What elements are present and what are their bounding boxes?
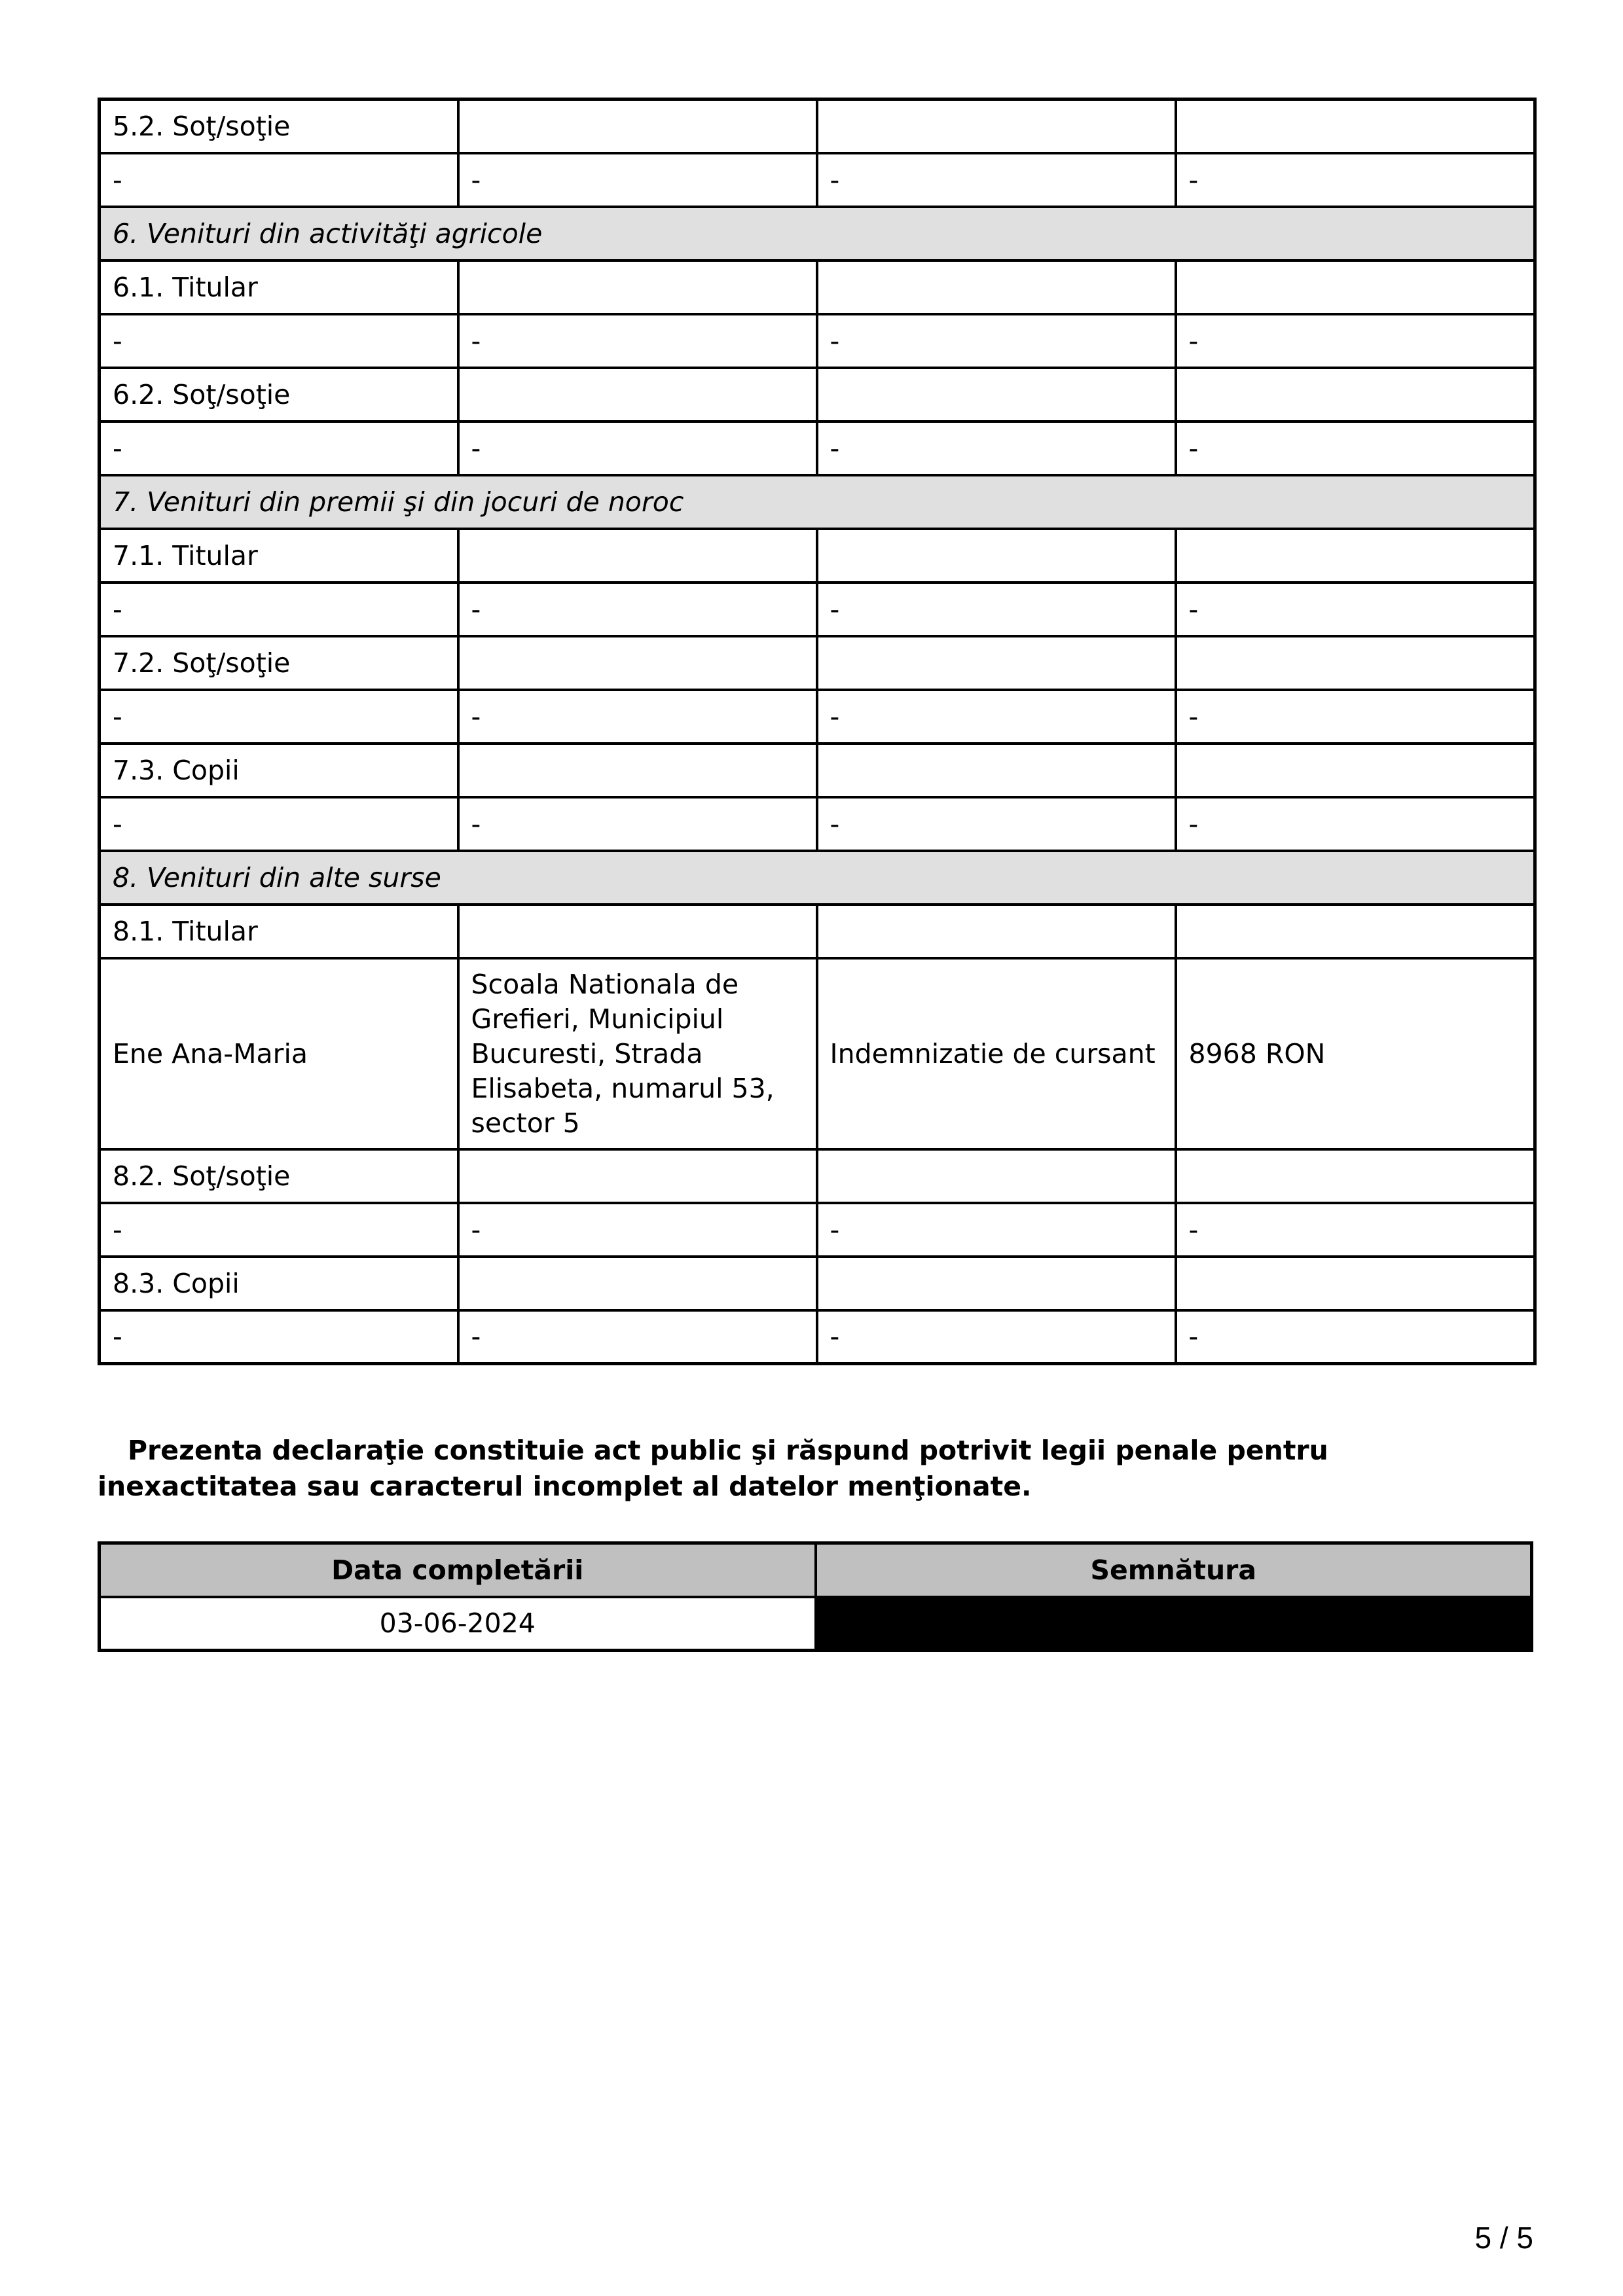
table-cell: - (100, 314, 458, 368)
table-cell (1176, 636, 1535, 690)
table-row (100, 153, 1535, 207)
table-cell: - (1176, 1203, 1535, 1257)
table-cell: - (100, 422, 458, 475)
section-title: 7. Venituri din premii şi din jocuri de noroc (100, 475, 1535, 529)
signature-table (98, 1541, 1533, 1652)
table-cell (817, 636, 1176, 690)
signature-redacted (816, 1597, 1532, 1651)
table-cell: - (458, 797, 817, 851)
table-row (100, 797, 1535, 851)
table-cell: - (1176, 153, 1535, 207)
table-cell: - (817, 690, 1176, 744)
table-row (100, 260, 1535, 314)
table-row (100, 1149, 1535, 1203)
table-cell: - (817, 583, 1176, 636)
table-cell: - (817, 422, 1176, 475)
table-cell: - (817, 153, 1176, 207)
table-cell: - (1176, 797, 1535, 851)
table-cell (458, 99, 817, 153)
date-header: Data completării (100, 1543, 816, 1597)
table-row (100, 690, 1535, 744)
table-row (100, 422, 1535, 475)
table-cell (458, 905, 817, 958)
section-title: 6. Venituri din activităţi agricole (100, 207, 1535, 260)
legal-statement: Prezenta declaraţie constituie act public şi răspund potrivit legii penale pentru inexactitatea sau caracterul incomplet al datelor menţionate. (98, 1435, 1328, 1502)
table-cell: 6.2. Soţ/soţie (100, 368, 458, 422)
table-cell (817, 1149, 1176, 1203)
table-cell: 8.1. Titular (100, 905, 458, 958)
table-cell: - (817, 797, 1176, 851)
table-cell (458, 744, 817, 797)
income-table (98, 98, 1537, 1365)
section-header-row (100, 851, 1535, 905)
income-table-body (100, 99, 1535, 1364)
page-number: 5 / 5 (1474, 2221, 1533, 2255)
table-row (100, 744, 1535, 797)
table-cell: Ene Ana-Maria (100, 958, 458, 1149)
table-cell: - (100, 797, 458, 851)
table-cell (817, 260, 1176, 314)
table-cell: - (458, 1203, 817, 1257)
table-cell (1176, 99, 1535, 153)
table-cell (817, 1257, 1176, 1310)
table-cell (1176, 1257, 1535, 1310)
table-cell (1176, 529, 1535, 583)
table-cell (1176, 260, 1535, 314)
table-cell: - (100, 1203, 458, 1257)
table-cell (817, 744, 1176, 797)
table-row (100, 636, 1535, 690)
table-cell: - (1176, 690, 1535, 744)
table-cell: 6.1. Titular (100, 260, 458, 314)
table-cell (1176, 368, 1535, 422)
table-cell: Scoala Nationala de Grefieri, Municipiul Bucuresti, Strada Elisabeta, numarul 53, sector 5 (458, 958, 817, 1149)
table-row (100, 1257, 1535, 1310)
table-cell: - (458, 1310, 817, 1364)
table-cell (458, 529, 817, 583)
table-cell: - (817, 1310, 1176, 1364)
table-cell: - (458, 583, 817, 636)
table-cell (817, 529, 1176, 583)
table-cell (817, 368, 1176, 422)
signature-table-header-row (100, 1543, 1532, 1597)
table-cell: - (100, 583, 458, 636)
table-cell: - (817, 314, 1176, 368)
table-cell (458, 1257, 817, 1310)
section-title: 8. Venituri din alte surse (100, 851, 1535, 905)
completion-date: 03-06-2024 (100, 1597, 816, 1651)
table-cell: - (1176, 1310, 1535, 1364)
table-row (100, 1203, 1535, 1257)
table-cell: - (817, 1203, 1176, 1257)
section-header-row (100, 475, 1535, 529)
table-row (100, 905, 1535, 958)
section-header-row (100, 207, 1535, 260)
table-cell (1176, 744, 1535, 797)
table-cell: 8968 RON (1176, 958, 1535, 1149)
table-cell: - (458, 690, 817, 744)
table-cell: - (100, 690, 458, 744)
table-cell: - (100, 1310, 458, 1364)
table-cell: - (1176, 422, 1535, 475)
table-cell: 7.2. Soţ/soţie (100, 636, 458, 690)
table-cell: - (1176, 583, 1535, 636)
table-cell (458, 636, 817, 690)
table-cell (817, 905, 1176, 958)
table-cell (458, 368, 817, 422)
table-cell (817, 99, 1176, 153)
table-cell: 8.2. Soţ/soţie (100, 1149, 458, 1203)
table-cell: - (458, 422, 817, 475)
table-cell (1176, 905, 1535, 958)
table-cell (458, 1149, 817, 1203)
table-row (100, 1310, 1535, 1364)
table-row (100, 529, 1535, 583)
table-row (100, 958, 1535, 1149)
table-row (100, 583, 1535, 636)
table-cell: 5.2. Soţ/soţie (100, 99, 458, 153)
table-row (100, 314, 1535, 368)
table-cell: - (100, 153, 458, 207)
table-row (100, 368, 1535, 422)
table-row (100, 99, 1535, 153)
table-cell: - (458, 153, 817, 207)
table-cell: 7.1. Titular (100, 529, 458, 583)
table-cell: 8.3. Copii (100, 1257, 458, 1310)
table-cell: Indemnizatie de cursant (817, 958, 1176, 1149)
table-cell: - (1176, 314, 1535, 368)
table-cell: 7.3. Copii (100, 744, 458, 797)
signature-header: Semnătura (816, 1543, 1532, 1597)
signature-table-value-row (100, 1597, 1532, 1651)
table-cell: - (458, 314, 817, 368)
table-cell (1176, 1149, 1535, 1203)
table-cell (458, 260, 817, 314)
